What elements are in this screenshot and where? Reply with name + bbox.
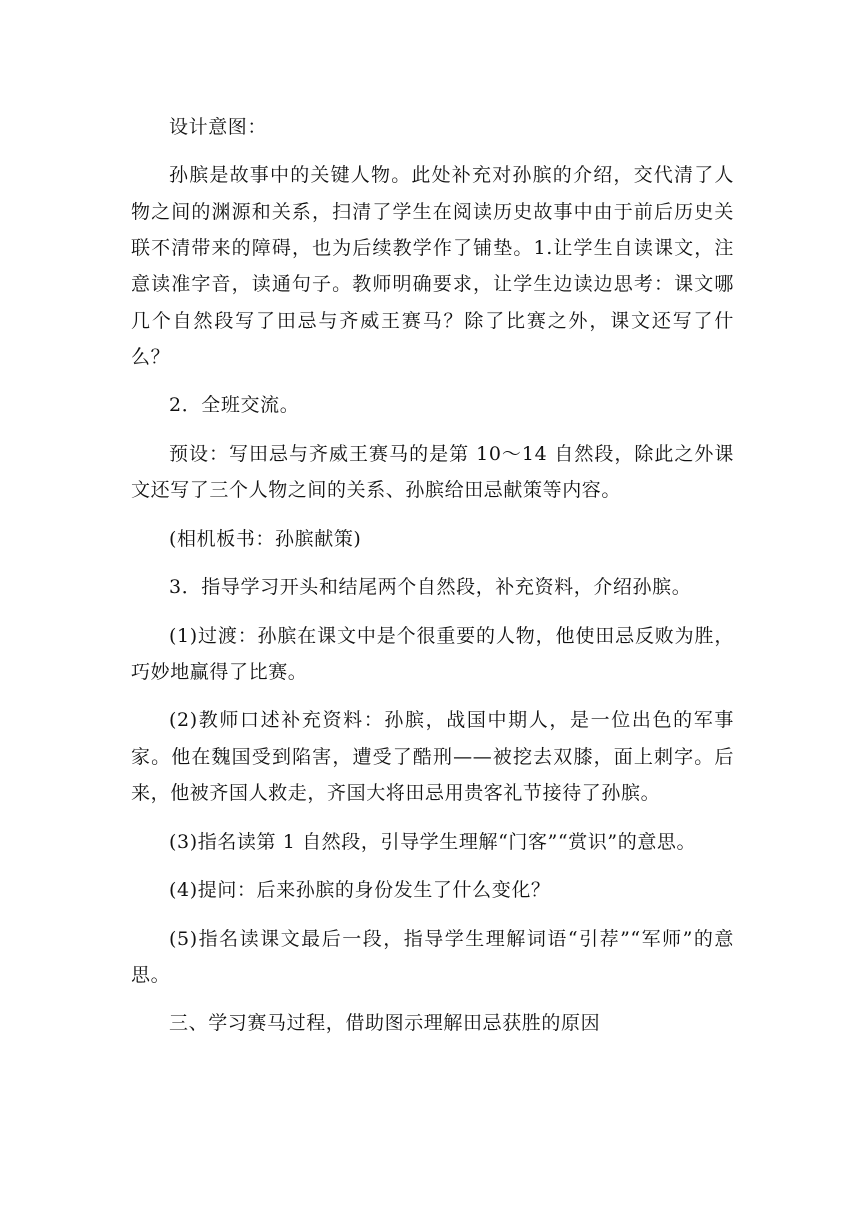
paragraph-design-intent-heading: 设计意图： bbox=[169, 116, 268, 138]
paragraph-item-2: (2)教师口述补充资料：孙膑，战国中期人，是一位出色的军事家。他在魏国受到陷害，遭受了酷刑——被挖去双膝，面上刺字。后来，他被齐国人救走，齐国大将田忌用贵客礼节接待了孙膑。 bbox=[131, 709, 734, 805]
paragraph-item-5: (5)指名读课文最后一段，指导学生理解词语“引荐”“军师”的意思。 bbox=[131, 927, 734, 986]
paragraph-step-2: 2．全班交流。 bbox=[169, 394, 300, 417]
paragraph-step-3: 3．指导学习开头和结尾两个自然段，补充资料，介绍孙膑。 bbox=[169, 576, 692, 599]
paragraph-item-1: (1)过渡：孙膑在课文中是个很重要的人物，他使田忌反败为胜，巧妙地赢得了比赛。 bbox=[131, 624, 734, 683]
paragraph-blackboard-note: (相机板书：孙膑献策) bbox=[169, 527, 362, 550]
paragraph-item-3: (3)指名读第 1 自然段，引导学生理解“门客”“赏识”的意思。 bbox=[169, 830, 697, 853]
paragraph-design-intent-body: 孙膑是故事中的关键人物。此处补充对孙膑的介绍，交代清了人物之间的渊源和关系，扫清了学生在阅读历史故事中由于前后历史关联不清带来的障碍，也为后续教学作了铺垫。1.让学生自读课文，注意读准字音，读通句子。教师明确要求，让学生边读边思考：课文哪几个自然段写了田忌与齐威王赛马？除了比赛之外，课文还写了什么？ bbox=[131, 164, 734, 368]
paragraph-preset: 预设：写田忌与齐威王赛马的是第 10～14 自然段，除此之外课文还写了三个人物之间的关系、孙膑给田忌献策等内容。 bbox=[131, 442, 734, 502]
document-body bbox=[131, 109, 734, 1054]
section-heading-3: 三、学习赛马过程，借助图示理解田忌获胜的原因 bbox=[169, 1012, 601, 1035]
paragraph-item-4: (4)提问：后来孙膑的身份发生了什么变化？ bbox=[169, 879, 551, 902]
